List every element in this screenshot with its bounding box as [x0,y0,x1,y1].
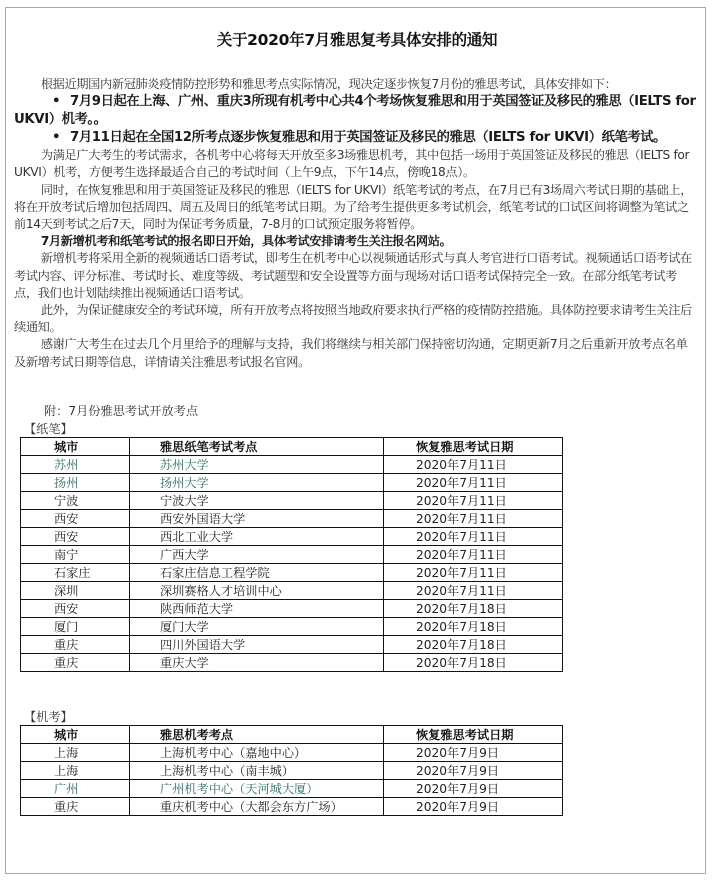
header-venue: 雅思机考考点 [130,726,384,744]
cell-city: 广州 [21,780,130,798]
intro-paragraph: 根据近期国内新冠肺炎疫情防控形势和雅思考点实际情况，现决定逐步恢复7月份的雅思考试，具体安排如下： [40,77,617,91]
table-row [21,798,563,816]
cell-venue: 深圳赛格人才培训中心 [130,582,384,600]
table-row [21,654,563,672]
paper-section-label: 【纸笔】 [24,422,73,436]
cell-date: 2020年7月9日 [384,780,563,798]
table-row [21,528,563,546]
table-row [21,744,563,762]
computer-section-label: 【机考】 [24,710,73,724]
cell-date: 2020年7月18日 [384,600,563,618]
cell-venue: 四川外国语大学 [130,636,384,654]
cell-venue: 陕西师范大学 [130,600,384,618]
cell-city: 西安 [21,510,130,528]
notice-body [14,76,696,371]
cell-venue: 重庆机考中心（大都会东方广场） [130,798,384,816]
document-title: 关于2020年7月雅思复考具体安排的通知 [216,31,498,49]
paper-test-table [20,437,563,672]
cell-city: 西安 [21,528,130,546]
table-row [21,546,563,564]
bullet-text: 7月11日起在全国12所考点逐步恢复雅思和用于英国签证及移民的雅思（IELTS for UKVI）纸笔考试。 [70,130,667,146]
cell-date: 2020年7月11日 [384,492,563,510]
table-row [21,564,563,582]
cell-venue: 厦门大学 [130,618,384,636]
cell-date: 2020年7月11日 [384,582,563,600]
header-city: 城市 [21,438,130,456]
cell-city: 西安 [21,600,130,618]
computer-test-table [20,725,563,816]
cell-city: 深圳 [21,582,130,600]
bullet-item [14,93,696,129]
cell-city: 宁波 [21,492,130,510]
cell-city: 重庆 [21,654,130,672]
cell-city: 上海 [21,744,130,762]
cell-venue: 重庆大学 [130,654,384,672]
cell-date: 2020年7月11日 [384,474,563,492]
cell-date: 2020年7月11日 [384,456,563,474]
table-row [21,600,563,618]
cell-venue: 扬州大学 [130,474,384,492]
cell-venue: 苏州大学 [130,456,384,474]
cell-date: 2020年7月18日 [384,636,563,654]
cell-date: 2020年7月18日 [384,618,563,636]
cell-venue: 广西大学 [130,546,384,564]
header-date: 恢复雅思考试日期 [384,726,563,744]
cell-date: 2020年7月11日 [384,546,563,564]
table-header-row [21,438,563,456]
cell-venue: 西北工业大学 [130,528,384,546]
header-venue: 雅思纸笔考试考点 [130,438,384,456]
bullet-item [14,129,696,147]
header-date: 恢复雅思考试日期 [384,438,563,456]
paragraph: 新增机考将采用全新的视频通话口语考试，即考生在机考中心以视频通话形式与真人考官进行口语考试。视频通话口语考试在考试内容、评分标准、考试时长、难度等级、考试题型和安全设置等方面与现场对话口语考试保持完全一致。在部分纸笔考试考点，我们也计划陆续推出视频通话口语考试。 [14,251,692,300]
cell-venue: 上海机考中心（嘉地中心） [130,744,384,762]
cell-city: 苏州 [21,456,130,474]
cell-venue: 宁波大学 [130,492,384,510]
table-row [21,492,563,510]
cell-venue: 上海机考中心（南丰城） [130,762,384,780]
table-row [21,474,563,492]
table-row [21,510,563,528]
table-row [21,456,563,474]
paragraph: 感谢广大考生在过去几个月里给予的理解与支持，我们将继续与相关部门保持密切沟通，定期更新7月之后重新开放考点名单及新增考试日期等信息，详情请关注雅思考试报名官网。 [14,337,688,369]
table-row [21,636,563,654]
table-row [21,780,563,798]
bullet-icon: • [52,130,61,146]
cell-date: 2020年7月9日 [384,762,563,780]
bullet-icon: • [52,94,61,110]
appendix-heading: 附：7月份雅思考试开放考点 [44,404,199,418]
cell-city: 厦门 [21,618,130,636]
cell-date: 2020年7月11日 [384,510,563,528]
cell-venue: 西安外国语大学 [130,510,384,528]
cell-date: 2020年7月11日 [384,528,563,546]
cell-date: 2020年7月9日 [384,798,563,816]
bullet-text: 7月9日起在上海、广州、重庆3所现有机考中心共4个考场恢复雅思和用于英国签证及移民的雅思（IELTS for UKVI）机考。。 [14,94,696,128]
table-header-row [21,726,563,744]
cell-date: 2020年7月11日 [384,564,563,582]
cell-venue: 石家庄信息工程学院 [130,564,384,582]
cell-date: 2020年7月18日 [384,654,563,672]
cell-city: 南宁 [21,546,130,564]
cell-city: 石家庄 [21,564,130,582]
cell-date: 2020年7月9日 [384,744,563,762]
paragraph: 同时，在恢复雅思和用于英国签证及移民的雅思（IELTS for UKVI）纸笔考试的考点，在7月已有3场周六考试日期的基础上，将在开放考试后增加包括周四、周五及周日的纸笔考试日期。为了给考生提供更多考试机会，纸笔考试的口试区间将调整为笔试之前14天到考试之后7天，同时为保证考务质量，7-8月的口试预定服务将暂停。 [14,182,693,232]
paragraph: 此外，为保证健康安全的考试环境，所有开放考点将按照当地政府要求执行严格的疫情防控措施。具体防控要求请考生关注后续通知。 [14,303,692,335]
table-row [21,618,563,636]
cell-city: 重庆 [21,636,130,654]
header-city: 城市 [21,726,130,744]
cell-venue: 广州机考中心（天河城大厦） [130,780,384,798]
paragraph: 为满足广大考生的考试需求，各机考中心将每天开放至多3场雅思机考，其中包括一场用于英国签证及移民的雅思（IELTS for UKVI）机考，方便考生选择最适合自己的考试时间（上午9点，下午14点，傍晚18点）。 [14,148,690,180]
cell-city: 重庆 [21,798,130,816]
cell-city: 上海 [21,762,130,780]
table-row [21,762,563,780]
table-row [21,582,563,600]
cell-city: 扬州 [21,474,130,492]
registration-notice: 7月新增机考和纸笔考试的报名即日开始，具体考试安排请考生关注报名网站。 [40,234,452,249]
